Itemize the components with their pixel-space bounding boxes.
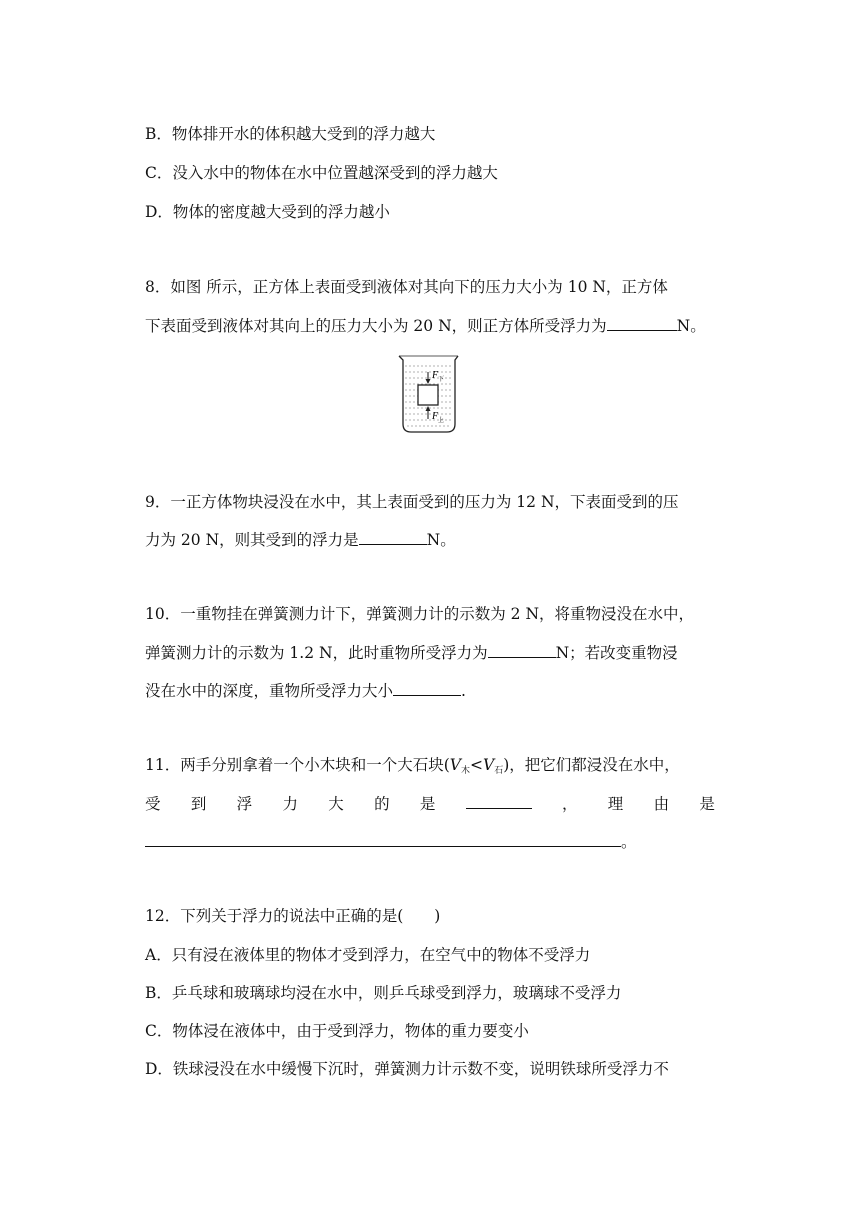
q11-word: 大 — [328, 795, 344, 813]
force-top-label: F — [432, 370, 439, 381]
q11-word: 浮 — [236, 795, 253, 813]
q11-line-3-end: 。 — [621, 833, 637, 851]
q8-line-1: 8．如图 所示，正方体上表面受到液体对其向下的压力大小为 10 N，正方体 — [145, 278, 668, 296]
q12-option-b: B．乒乓球和玻璃球均浸在水中，则乒乓球受到浮力，玻璃球不受浮力 — [145, 984, 622, 1002]
q10-line-3 — [145, 681, 466, 701]
q11-v2-sub: 石 — [494, 766, 504, 776]
q11-word: 是 — [419, 795, 436, 813]
q11-line-3 — [145, 832, 637, 852]
q10-answer-blank-1[interactable] — [488, 643, 556, 658]
q10-line-2-text: 弹簧测力计的示数为 1.2 N，此时重物所受浮力为 — [145, 644, 488, 662]
q11-line-1-text: 11．两手分别拿着一个小木块和一个大石块( — [145, 756, 450, 774]
q7-option-d: D．物体的密度越大受到的浮力越小 — [145, 203, 390, 221]
q11-comma: ， — [561, 795, 578, 813]
q10-line-2 — [145, 643, 678, 663]
q11-answer-blank-1[interactable] — [466, 794, 532, 809]
q7-option-b: B．物体排开水的体积越大受到的浮力越大 — [145, 125, 436, 143]
q11-line-2 — [145, 794, 715, 814]
q11-word: 到 — [190, 795, 207, 813]
q12-option-a: A．只有浸在液体里的物体才受到浮力，在空气中的物体不受浮力 — [145, 946, 591, 964]
q8-line-2-text: 下表面受到液体对其向上的压力大小为 20 N，则正方体所受浮力为 — [145, 317, 607, 335]
q11-lt: < — [470, 756, 483, 774]
q11-word: 受 — [145, 795, 161, 813]
q9-answer-blank[interactable] — [359, 530, 427, 545]
q11-word: 理 — [607, 795, 624, 813]
q11-v1-sub: 木 — [460, 766, 470, 776]
q11-word: 是 — [699, 795, 715, 813]
force-bottom-sub: 上 — [438, 417, 445, 424]
q11-v1: V — [449, 756, 461, 774]
q10-line-2-end: N；若改变重物浸 — [555, 644, 678, 662]
q9-line-1: 9．一正方体物块浸没在水中，其上表面受到的压力为 12 N，下表面受到的压 — [145, 493, 679, 511]
q12-option-d: D．铁球浸没在水中缓慢下沉时，弹簧测力计示数不变，说明铁球所受浮力不 — [145, 1060, 669, 1078]
q11-v2: V — [483, 756, 495, 774]
q11-line-1-end: )，把它们都浸没在水中， — [503, 756, 680, 774]
q11-word: 的 — [374, 795, 390, 813]
q10-line-1: 10．一重物挂在弹簧测力计下，弹簧测力计的示数为 2 N，将重物浸没在水中， — [145, 605, 695, 623]
q10-answer-blank-2[interactable] — [393, 681, 461, 696]
q8-line-2 — [145, 316, 706, 336]
force-top-sub: 下 — [438, 376, 445, 383]
q11-word: 力 — [282, 795, 298, 813]
q10-line-3-text: 没在水中的深度，重物所受浮力大小 — [145, 682, 394, 700]
q7-option-c: C．没入水中的物体在水中位置越深受到的浮力越大 — [145, 164, 498, 182]
q9-line-2 — [145, 530, 456, 550]
q12-option-c: C．物体浸在液体中，由于受到浮力，物体的重力要变小 — [145, 1022, 529, 1040]
q11-answer-blank-2[interactable] — [145, 832, 621, 847]
cube — [418, 385, 438, 405]
q8-unit: N。 — [676, 317, 706, 335]
force-bottom-label: F — [432, 411, 439, 422]
q12-stem: 12．下列关于浮力的说法中正确的是( ) — [145, 907, 441, 925]
q11-line-1 — [145, 755, 680, 781]
beaker-cube-figure — [396, 352, 460, 436]
q8-answer-blank[interactable] — [607, 316, 677, 331]
q11-word: 由 — [653, 795, 670, 813]
q9-line-2-text: 力为 20 N，则其受到的浮力是 — [145, 531, 359, 549]
q9-unit: N。 — [426, 531, 456, 549]
q10-line-3-end: . — [461, 682, 466, 700]
